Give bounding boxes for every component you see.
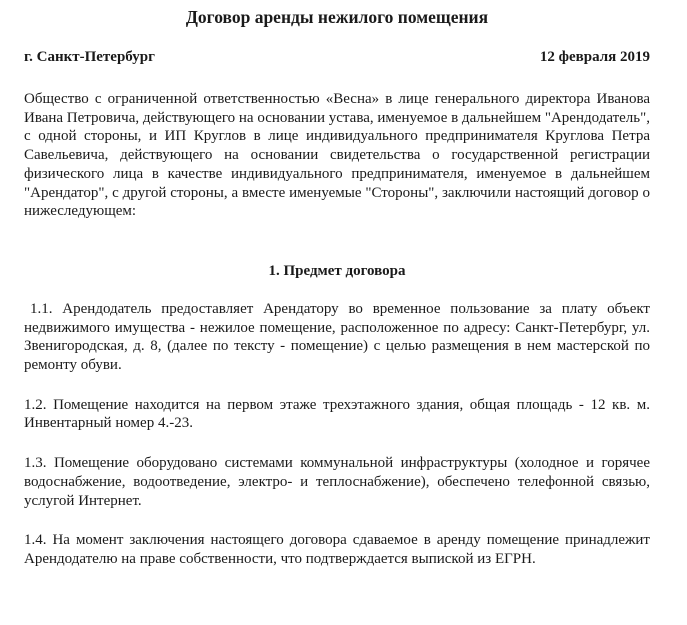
intro-paragraph: Общество с ограниченной ответственностью «Весна» в лице генерального директора Иванова Ивана Петровича, действующего на основании устава, именуемое в дальнейшем "Арендодатель", с одной стороны, и ИП Круглов в лице индивидуального предпринимателя Круглова Петра Савельевича, действующего на основании свидетельства о государственной регистрации физического лица в качестве индивидуального предпринимателя, именуемое в дальнейшем "Арендатор", с другой стороны, а вместе именуемые "Стороны", заключили настоящий договор о нижеследующем: xyxy=(24,91,651,220)
section-title: 1. Предмет договора xyxy=(268,262,406,279)
contract-date: 12 февраля 2019 xyxy=(539,49,650,65)
document-title: Договор аренды нежилого помещения xyxy=(185,7,489,27)
contract-document xyxy=(24,0,650,569)
clause-1-1: 1.1. Арендодатель предоставляет Арендатору во временное пользование за плату объект недвижимого имущества - нежилое помещение, расположенное по адресу: Санкт-Петербург, ул. Звенигородская, д. 8, (далее по тексту - помещение) с целью размещения в нем мастерской по ремонту обуви. xyxy=(24,300,650,374)
city: г. Санкт-Петербург xyxy=(24,49,155,65)
place-date-line xyxy=(24,48,650,66)
clause-1-4: 1.4. На момент заключения настоящего договора сдаваемое в аренду помещение принадлежит Арендодателю на праве собственности, что подтверждается выпиской из ЕГРН. xyxy=(24,532,650,567)
clause-1-3: 1.3. Помещение оборудовано системами коммунальной инфраструктуры (холодное и горячее водоснабжение, водоотведение, электро- и теплоснабжение), обеспечено телефонной связью, услугой Интернет. xyxy=(24,455,650,509)
clause-1-2: 1.2. Помещение находится на первом этаже трехэтажного здания, общая площадь - 12 кв. м. Инвентарный номер 4.-23. xyxy=(24,396,650,432)
